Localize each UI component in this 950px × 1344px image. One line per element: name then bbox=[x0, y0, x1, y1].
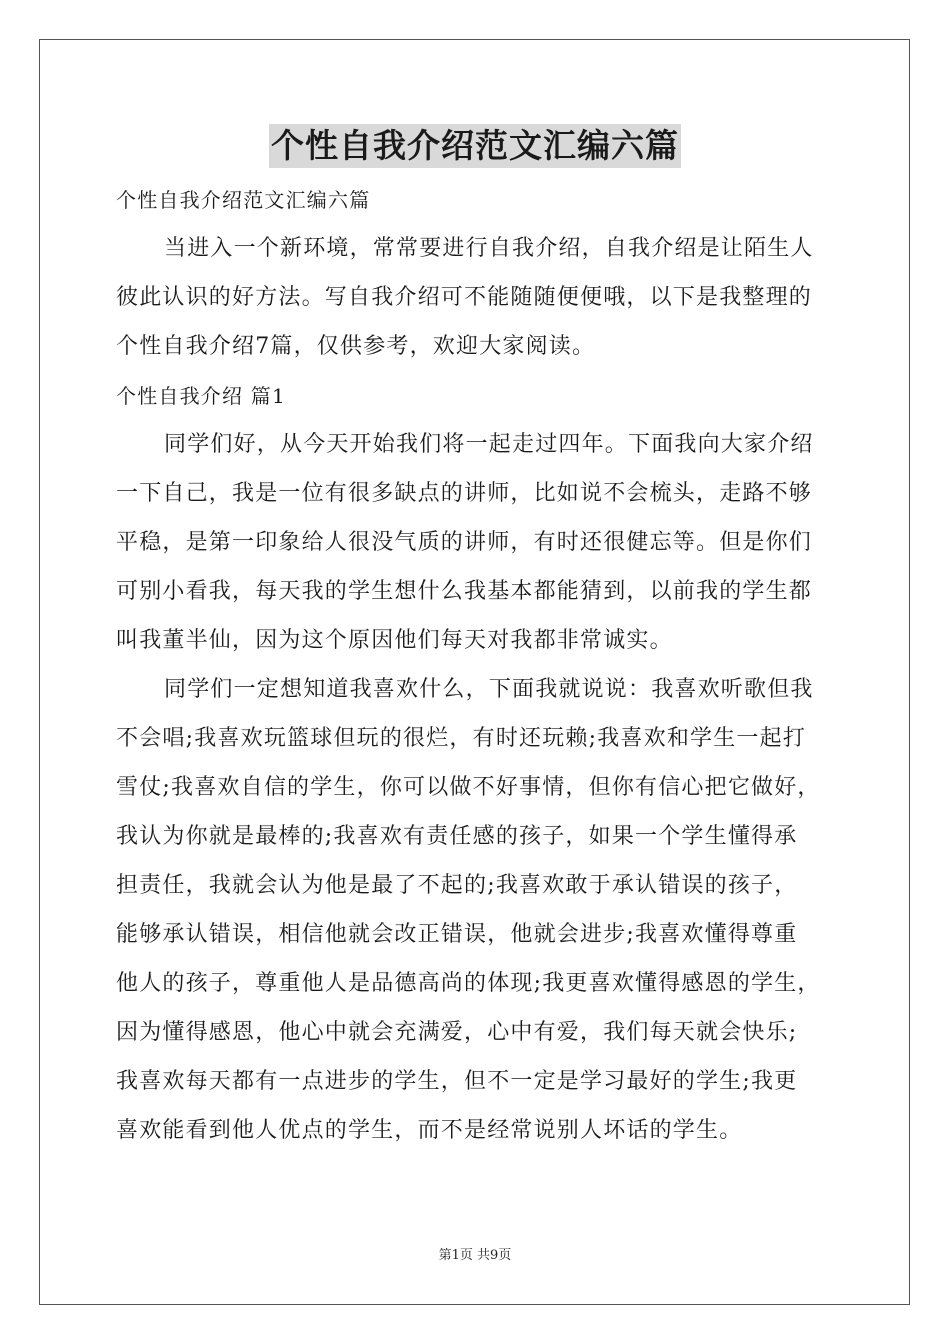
document-body bbox=[116, 178, 836, 1158]
section-heading-line: 个性自我介绍范文汇编六篇 bbox=[116, 188, 371, 212]
body-text-line: 可别小看我，每天我的学生想什么我基本都能猜到，以前我的学生都 bbox=[116, 579, 813, 604]
body-text-line: 平稳，是第一印象给人很没气质的讲师，有时还很健忘等。但是你们 bbox=[116, 530, 813, 555]
body-text-line: 能够承认错误，相信他就会改正错误，他就会进步;我喜欢懂得尊重 bbox=[116, 922, 798, 947]
body-text-line: 彼此认识的好方法。写自我介绍可不能随随便便哦，以下是我整理的 bbox=[116, 285, 813, 310]
title-container bbox=[0, 124, 950, 168]
page-footer: 第1页 共9页 bbox=[438, 1248, 512, 1263]
section-heading-line: 个性自我介绍 篇1 bbox=[116, 384, 286, 408]
body-text-line: 同学们一定想知道我喜欢什么，下面我就说说：我喜欢听歌但我 bbox=[164, 677, 814, 702]
body-text-line: 我喜欢每天都有一点进步的学生，但不一定是学习最好的学生;我更 bbox=[116, 1069, 798, 1094]
document-title: 个性自我介绍范文汇编六篇 bbox=[269, 124, 681, 168]
body-text-line: 他人的孩子，尊重他人是品德高尚的体现;我更喜欢懂得感恩的学生， bbox=[116, 971, 821, 996]
body-text-line: 雪仗;我喜欢自信的学生，你可以做不好事情，但你有信心把它做好， bbox=[116, 775, 821, 800]
body-text-line: 担责任，我就会认为他是最了不起的;我喜欢敢于承认错误的孩子， bbox=[116, 873, 798, 898]
body-text-line: 个性自我介绍7篇，仅供参考，欢迎大家阅读。 bbox=[116, 334, 596, 359]
body-text-line: 喜欢能看到他人优点的学生，而不是经常说别人坏话的学生。 bbox=[116, 1118, 743, 1143]
body-text-line: 同学们好，从今天开始我们将一起走过四年。下面我向大家介绍 bbox=[164, 432, 814, 457]
body-text-line: 因为懂得感恩，他心中就会充满爱，心中有爱，我们每天就会快乐; bbox=[116, 1020, 798, 1045]
body-text-line: 当进入一个新环境，常常要进行自我介绍，自我介绍是让陌生人 bbox=[164, 236, 814, 261]
body-text-line: 叫我董半仙，因为这个原因他们每天对我都非常诚实。 bbox=[116, 628, 673, 653]
body-text-line: 我认为你就是最棒的;我喜欢有责任感的孩子，如果一个学生懂得承 bbox=[116, 824, 798, 849]
body-text-line: 不会唱;我喜欢玩篮球但玩的很烂，有时还玩赖;我喜欢和学生一起打 bbox=[116, 726, 807, 751]
body-text-line: 一下自己，我是一位有很多缺点的讲师，比如说不会梳头，走路不够 bbox=[116, 481, 813, 506]
